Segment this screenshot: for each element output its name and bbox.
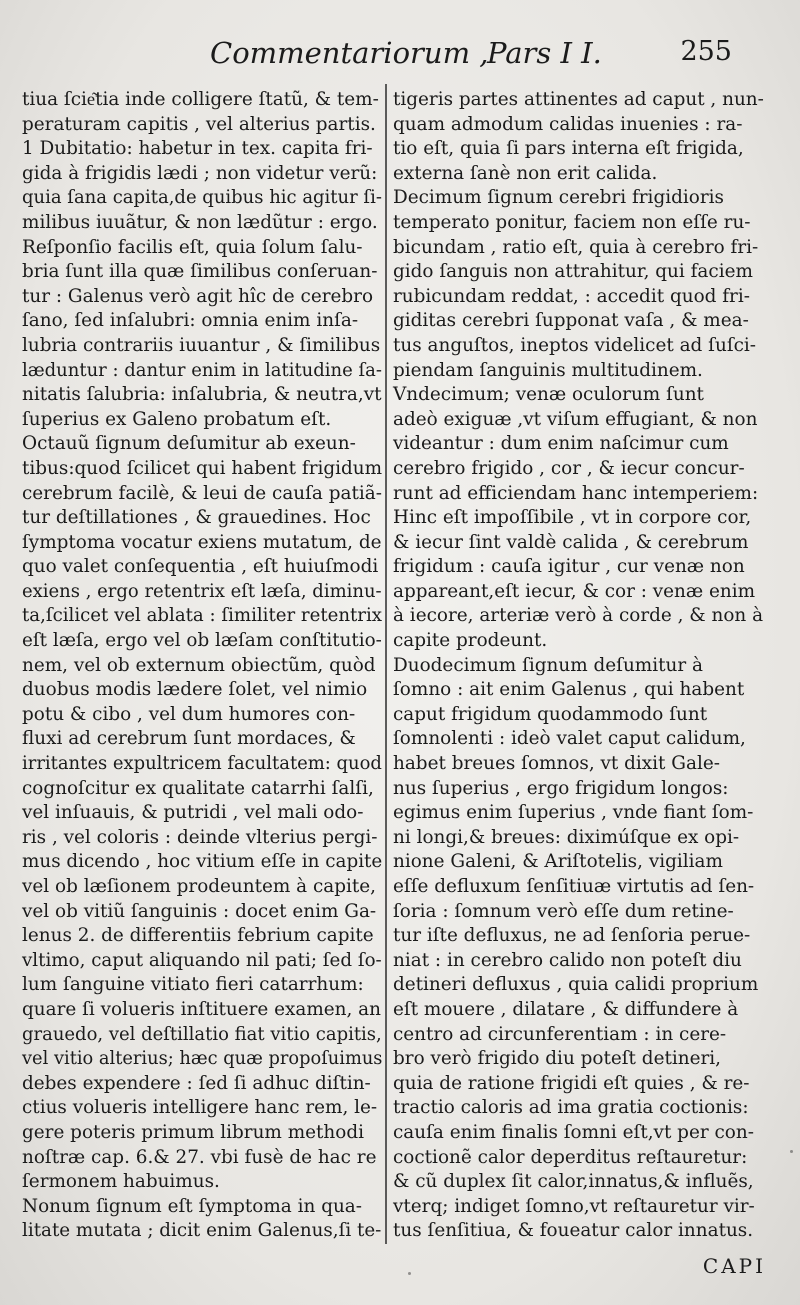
text-line: centro ad circunferentiam : in cere- [393,1023,727,1045]
text-line: Decimum ſignum cerebri frigidioris [393,187,724,209]
text-line: bicundam , ratio eſt, quia à cerebro fri- [393,236,759,258]
text-line: tigeris partes attinentes ad caput , nun- [393,89,764,110]
text-line: tur iſte defluxus, ne ad ſenſoria perue- [393,925,751,947]
text-line: quo valet conſequentia , eſt huiuſmodi [22,556,379,578]
text-line: Hinc eſt impoſſibile , vt in corpore cor, [393,507,752,529]
text-line: tur deſtillationes , & grauedines. Hoc [22,507,371,529]
text-line: Reſponſio facilis eſt, quia ſolum ſalu- [22,236,363,258]
text-line: mus dicendo , hoc vitium eſſe in capite [22,851,383,873]
text-line: gido ſanguis non attrahitur, qui faciem [393,261,753,283]
text-line: ctius volueris intelligere hanc rem, le- [22,1097,378,1119]
text-line: cerebrum facilè, & leui de cauſa patiã- [22,482,382,504]
text-line: egimus enim ſuperius , vnde fiant ſom- [393,802,754,824]
running-head [180,28,760,78]
text-line: tus ſenſitiua, & foueatur calor innatus. [393,1220,754,1242]
text-line: quam admodum calidas inuenies : ra- [393,113,743,135]
page-number: 255 [680,36,732,67]
text-line: litate mutata ; dicit enim Galenus,ſi te- [22,1220,382,1242]
text-line: adeò exiguæ ,vt viſum effugiant, & non [393,408,758,430]
catchword: CAPI [702,1254,766,1278]
text-line: tractio caloris ad ima gratia coctionis: [393,1097,749,1119]
ink-speck [408,1272,411,1275]
text-line: cauſa enim finalis ſomni eſt,vt per con- [393,1121,754,1143]
running-title: Commentariorum , [210,36,489,70]
text-line: nus ſuperius , ergo frigidum longos: [393,777,729,799]
text-line: ſymptoma vocatur exiens mutatum, de [22,531,382,553]
text-line: eſt mouere , dilatare , & diffundere à [393,998,739,1020]
text-line: tibus:quod ſcilicet qui habent frigidum [22,457,383,479]
text-line: lenus 2. de differentiis febrium capite [22,925,374,947]
text-line: vel vitio alterius; hæc quæ propoſuimus [22,1048,383,1070]
text-line: & iecur ſint valdè calida , & cerebrum [393,531,749,553]
text-line: grauedo, vel deſtillatio fiat vitio capitis, [22,1023,382,1045]
left-column [22,88,382,1244]
text-line: vltimo, caput aliquando nil pati; ſed ſo- [22,949,382,971]
text-line: bro verò frigido diu poteſt detineri, [393,1048,721,1070]
text-line: ſano, ſed inſalubri: omnia enim inſa- [22,310,359,332]
text-line: bria ſunt illa quæ ſimilibus conſeruan- [22,261,378,283]
text-line: ta,ſcilicet vel ablata : ſimiliter retentrix [22,605,383,627]
text-line: eſſe defluxum ſenſitiuæ virtutis ad ſen- [393,876,755,897]
text-line: videantur : dum enim naſcimur cum [393,433,729,455]
text-line: coctionẽ calor deperditus reſtauretur: [393,1146,748,1168]
text-line: quia ſana capita,de quibus hic agitur ſi- [22,187,382,209]
text-line: ni longi,& breues: diximúſque ex opi- [393,826,740,848]
text-line: Nonum ſignum eſt ſymptoma in qua- [22,1195,362,1217]
text-line: nem, vel ob externum obiectũm, quòd [22,654,376,676]
text-line: frigidum : cauſa igitur , cur venæ non [393,556,745,578]
text-line: runt ad efficiendam hanc intemperiem: [393,482,759,504]
column-divider [385,84,387,1244]
text-line: Vndecimum; venæ oculorum ſunt [393,384,704,406]
text-line: læduntur : dantur enim in latitudine ſa- [22,359,382,381]
text-line: tio eſt, quia ſi pars interna eſt frigida, [393,138,744,160]
text-line: irritantes expultricem facultatem: quod [22,753,382,775]
text-line: lum ſanguine vitiato fieri catarrhum: [22,974,364,996]
text-line: gida à frigidis lædi ; non videtur verũ: [22,162,378,184]
text-line: appareant,eſt iecur, & cor : venæ enim [393,580,756,602]
text-line: temperato ponitur, faciem non eſſe ru- [393,211,751,233]
text-line: niat : in cerebro calido non poteſt diu [393,949,742,971]
text-line: ſuperius ex Galeno probatum eſt. [22,408,332,430]
text-line: vterq; indiget ſomno,vt reſtauretur vir- [393,1195,755,1217]
text-line: ſomnolenti : ideò valet caput calidum, [393,728,746,750]
text-line: cerebro frigido , cor , & iecur concur- [393,457,745,479]
part-label: Pars I I. [487,36,602,70]
text-line: debes expendere : ſed ſi adhuc diſtin- [22,1072,371,1094]
text-line: ſomno : ait enim Galenus , qui habent [393,679,745,701]
text-line: ſoria : ſomnum verò eſſe dum retine- [393,900,734,922]
text-line: peraturam capitis , vel alterius partis. [22,113,376,135]
text-line: Duodecimum ſignum deſumitur à [393,654,703,676]
text-line: eſt læſa, ergo vel ob læſam conſtitutio- [22,630,382,652]
text-line: lubria contrariis iuuantur , & ſimilibus [22,334,381,356]
ink-speck [790,1150,793,1153]
text-line: externa ſanè non erit calida. [393,162,658,184]
text-line: fluxi ad cerebrum ſunt mordaces, & [22,728,356,750]
text-line: noſtræ cap. 6.& 27. vbi fusè de hac re [22,1146,377,1168]
text-line: vel ob læſionem prodeuntem à capite, [22,876,377,897]
text-line: gere poteris primum librum methodi [22,1121,365,1143]
text-line: milibus iuuãtur, & non lædũtur : ergo. [22,211,378,233]
right-column [393,88,765,1244]
text-line: vel inſuauis, & putridi , vel mali odo- [22,802,364,824]
text-line: rubicundam reddat, : accedit quod fri- [393,285,750,307]
text-line: tur : Galenus verò agit hîc de cerebro [22,285,374,307]
text-line: quia de ratione frigidi eſt quies , & re- [393,1072,750,1094]
text-line: nione Galeni, & Ariſtotelis, vigiliam [393,851,723,873]
text-line: exiens , ergo retentrix eſt læſa, diminu- [22,580,382,602]
text-line: piendam ſanguinis multitudinem. [393,359,703,381]
text-line: à iecore, arteriæ verò à corde , & non à [393,605,764,627]
text-line: caput frigidum quodammodo ſunt [393,703,708,725]
text-line: 1 Dubitatio: habetur in tex. capita fri- [22,138,373,160]
text-line: detineri defluxus , quia calidi proprium [393,974,759,996]
text-line: vel ob vitiũ ſanguinis : docet enim Ga- [22,900,377,922]
text-line: tus anguſtos, ineptos videlicet ad ſuſci- [393,334,757,356]
text-line: cognoſcitur ex qualitate catarrhi ſalſi, [22,777,374,799]
text-line: habet breues ſomnos, vt dixit Gale- [393,753,720,775]
text-line: giditas cerebri ſupponat vaſa , & mea- [393,310,749,332]
text-line: ris , vel coloris : deinde vlterius pergi- [22,826,378,848]
text-line: ſermonem habuimus. [22,1171,220,1193]
text-line: quare ſi volueris inſtituere examen, an [22,998,381,1020]
text-line: & cũ duplex ſit calor,innatus,& influẽs, [393,1171,754,1193]
text-line: nitatis ſalubria: inſalubria, & neutra,vt [22,384,382,406]
text-line: capite prodeunt. [393,630,548,652]
text-line: potu & cibo , vel dum humores con- [22,703,356,725]
text-line: duobus modis lædere ſolet, vel nimio [22,679,368,701]
text-line: tiua ſcie͂tia inde colligere ſtatũ, & tem- [22,89,379,110]
text-line: Octauũ ſignum deſumitur ab exeun- [22,433,356,455]
